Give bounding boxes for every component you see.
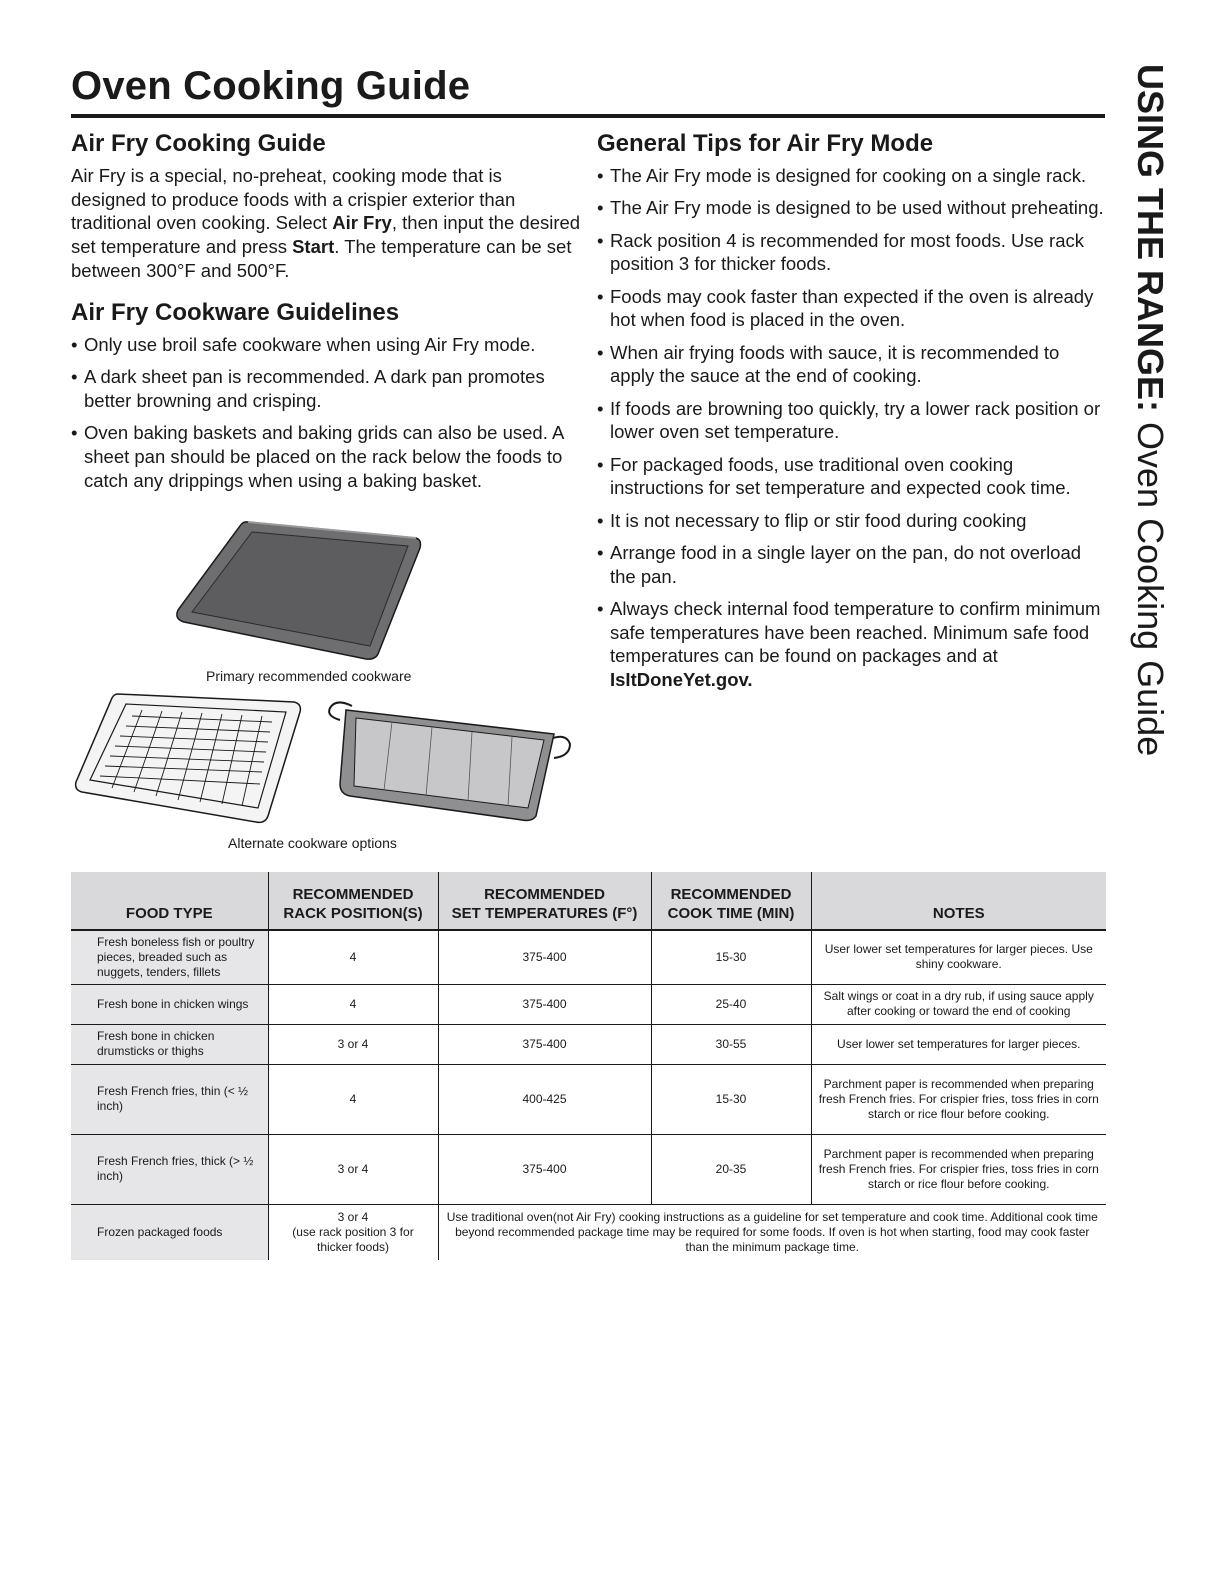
cell-food: Frozen packaged foods: [71, 1204, 268, 1260]
table-row: [71, 930, 1106, 984]
cell-temp: 375-400: [438, 1134, 651, 1204]
tips-heading: General Tips for Air Fry Mode: [597, 130, 934, 157]
cell-notes: Parchment paper is recommended when preparing fresh French fries. For crispier fries, toss fries in corn starch or rice flour before cooking.: [811, 1064, 1106, 1134]
cell-notes: Salt wings or coat in a dry rub, if using sauce apply after cooking or toward the end of cooking: [811, 984, 1106, 1024]
table-row: [71, 1024, 1106, 1064]
page-title: Oven Cooking Guide: [71, 64, 471, 108]
cell-notes-frozen: Use traditional oven(not Air Fry) cooking instructions as a guideline for set temperature and cook time. Additional cook time beyond recommended package time may be required for some foods. If oven is hot when starting, food may cook faster than the minimum package time.: [446, 1209, 1098, 1254]
list-item: • When air frying foods with sauce, it is recommended to apply the sauce at the end of cooking.: [597, 341, 1107, 388]
cell-rack: 4: [268, 1064, 438, 1134]
list-item: • A dark sheet pan is recommended. A dark pan promotes better browning and crisping.: [71, 365, 581, 412]
header-time: RECOMMENDED COOK TIME (MIN): [651, 872, 811, 930]
air-fry-table: [71, 872, 1106, 1260]
cell-food: Fresh French fries, thin (< ½ inch): [71, 1064, 268, 1134]
air-fry-intro: Air Fry is a special, no-preheat, cooking mode that is designed to produce foods with a crispier exterior than traditional oven cooking. Select Air Fry, then input the desired set temperature and press Start. The temperature can be set between 300°F and 500°F.: [71, 165, 581, 281]
baking-grid-illustration: [72, 688, 308, 830]
cell-temp: 375-400: [438, 984, 651, 1024]
list-item: • Only use broil safe cookware when using Air Fry mode.: [71, 333, 581, 357]
list-item: • For packaged foods, use traditional oven cooking instructions for set temperature and expected cook time.: [597, 453, 1107, 500]
cookware-heading: Air Fry Cookware Guidelines: [71, 298, 400, 326]
side-tab-bold: USING THE RANGE:: [1130, 64, 1171, 413]
cookware-list: [71, 333, 581, 493]
air-fry-guide-heading: Air Fry Cooking Guide: [71, 130, 326, 157]
list-item: • Oven baking baskets and baking grids can also be used. A sheet pan should be placed on the rack below the foods to catch any drippings when using a baking basket.: [71, 421, 581, 492]
list-item: • Foods may cook faster than expected if the oven is already hot when food is placed in the oven.: [597, 285, 1107, 332]
cell-time: 25-40: [651, 984, 811, 1024]
alternate-cookware-caption: Alternate cookware options: [228, 835, 397, 851]
baking-basket-illustration: [322, 690, 574, 826]
cell-notes: Parchment paper is recommended when preparing fresh French fries. For crispier fries, toss fries in corn starch or rice flour before cooking.: [811, 1134, 1106, 1204]
list-item: • It is not necessary to flip or stir food during cooking: [597, 509, 1107, 533]
table-row: [71, 1064, 1106, 1134]
cell-rack: 4: [268, 984, 438, 1024]
side-section-tab: [1130, 64, 1170, 824]
isitdoneyet-link[interactable]: IsItDoneYet.gov.: [610, 669, 753, 690]
cell-temp: 375-400: [438, 1024, 651, 1064]
cell-temp: 375-400: [438, 930, 651, 984]
list-item: • The Air Fry mode is designed to be used without preheating.: [597, 196, 1107, 220]
cell-food: Fresh bone in chicken drumsticks or thighs: [71, 1024, 268, 1064]
tips-list: [597, 164, 1107, 692]
cell-temp: 400-425: [438, 1064, 651, 1134]
list-item: • The Air Fry mode is designed for cooking on a single rack.: [597, 164, 1107, 188]
cell-time: 15-30: [651, 930, 811, 984]
table-row: [71, 984, 1106, 1024]
header-food-type: FOOD TYPE: [71, 872, 268, 930]
cell-time: 20-35: [651, 1134, 811, 1204]
cell-rack: 4: [268, 930, 438, 984]
list-item: • Arrange food in a single layer on the pan, do not overload the pan.: [597, 541, 1107, 588]
header-notes: NOTES: [811, 872, 1106, 930]
cell-rack: 3 or 4: [268, 1024, 438, 1064]
cell-food: Fresh French fries, thick (> ½ inch): [71, 1134, 268, 1204]
side-tab-normal: Oven Cooking Guide: [1130, 422, 1171, 757]
left-column: [71, 128, 581, 501]
table-row: [71, 1134, 1106, 1204]
table-row: [71, 1204, 1106, 1260]
sheet-pan-illustration: [170, 518, 426, 664]
primary-cookware-caption: Primary recommended cookware: [206, 668, 412, 684]
cell-notes: User lower set temperatures for larger pieces.: [811, 1024, 1106, 1064]
cell-food: Fresh bone in chicken wings: [71, 984, 268, 1024]
header-rack: RECOMMENDED RACK POSITION(S): [268, 872, 438, 930]
cell-time: 30-55: [651, 1024, 811, 1064]
cell-food: Fresh boneless fish or poultry pieces, breaded such as nuggets, tenders, fillets: [71, 930, 268, 984]
right-column: [597, 128, 1107, 700]
cell-time: 15-30: [651, 1064, 811, 1134]
cell-rack: 3 or 4 (use rack position 3 for thicker foods): [268, 1204, 438, 1260]
list-item: • Rack position 4 is recommended for most foods. Use rack position 3 for thicker foods.: [597, 229, 1107, 276]
cell-rack: 3 or 4: [268, 1134, 438, 1204]
title-rule: [71, 114, 1105, 118]
header-temp: RECOMMENDED SET TEMPERATURES (F°): [438, 872, 651, 930]
cell-notes: User lower set temperatures for larger pieces. Use shiny cookware.: [811, 930, 1106, 984]
list-item: • If foods are browning too quickly, try a lower rack position or lower oven set temperature.: [597, 397, 1107, 444]
list-item: • Always check internal food temperature to confirm minimum safe temperatures have been reached. Minimum safe food temperatures can be found on packages and at IsItDoneYet.gov.: [597, 597, 1107, 692]
